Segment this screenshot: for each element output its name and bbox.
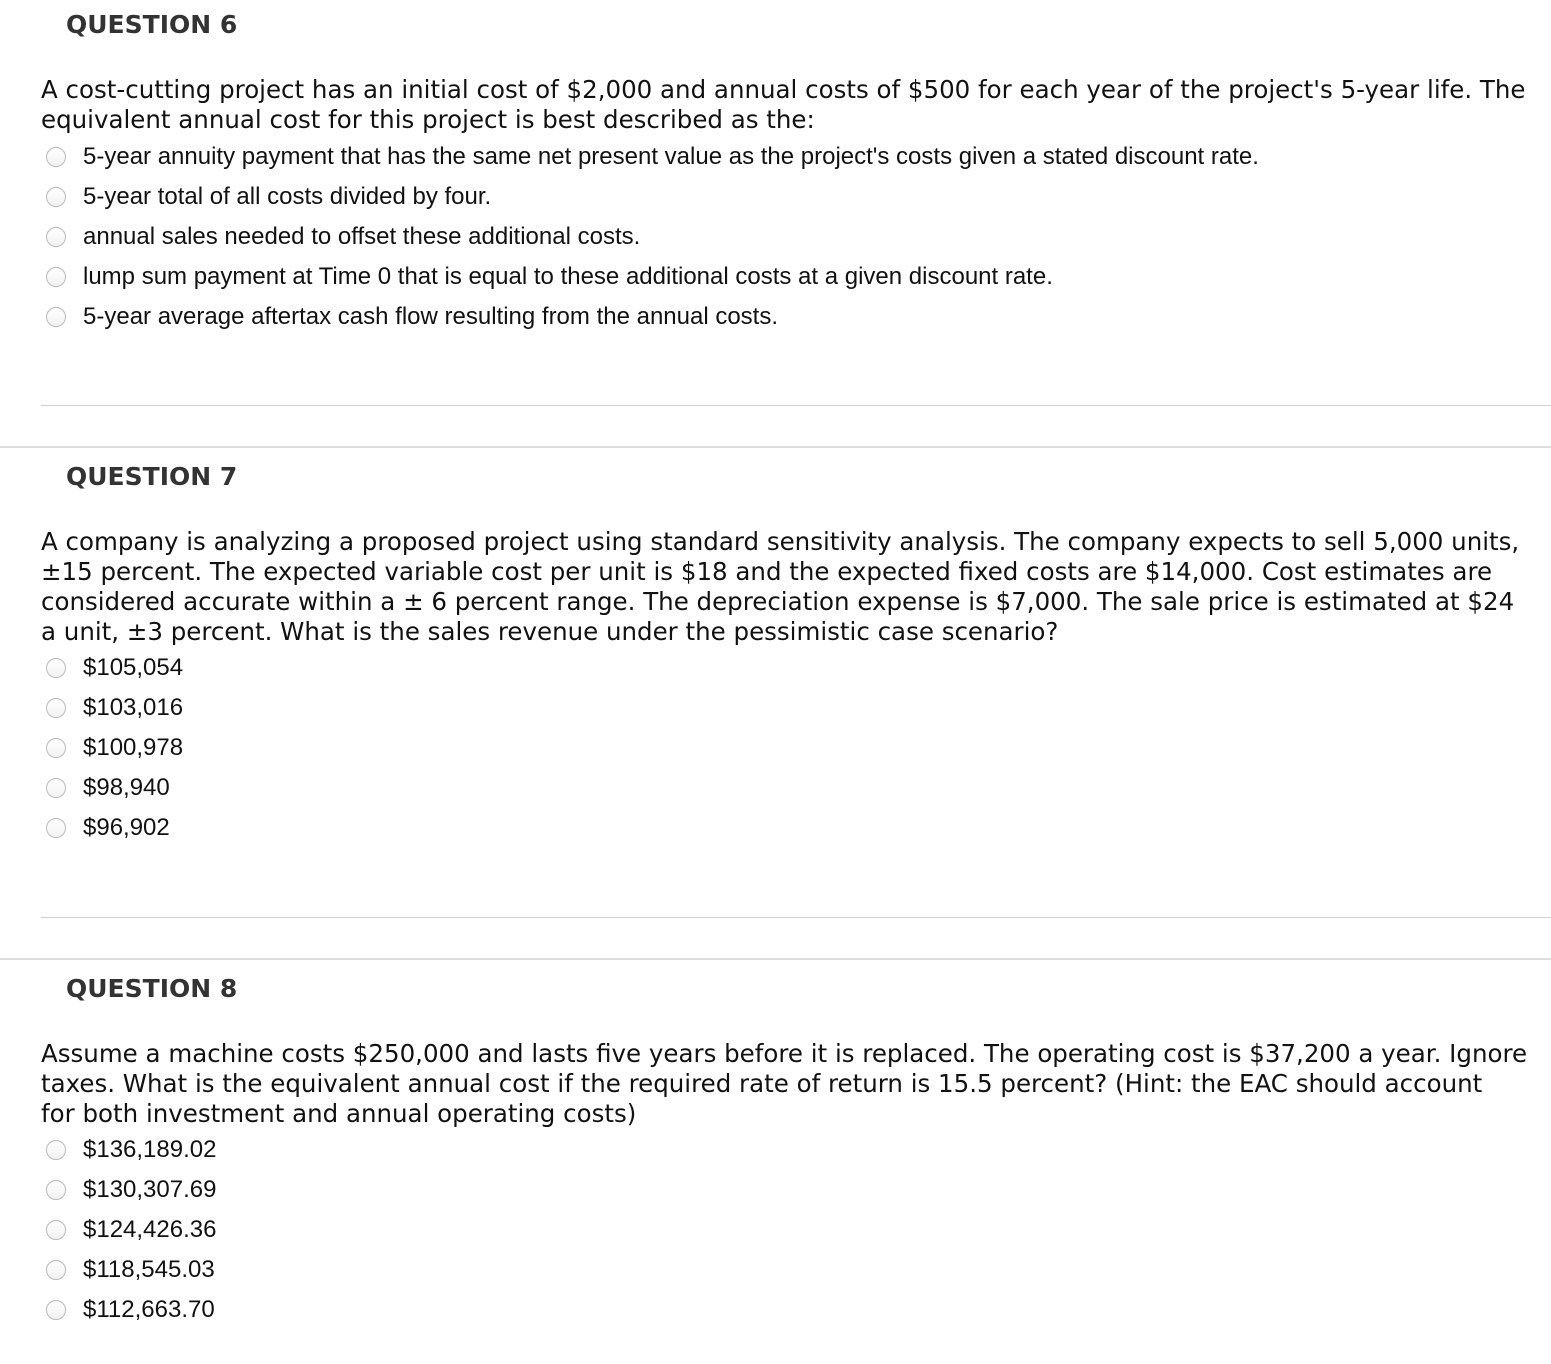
answer-label[interactable]: $136,189.02 [83,1136,217,1163]
question-text-line: for both investment and annual operating costs) [41,1099,637,1128]
radio-button[interactable] [46,227,66,247]
answer-option[interactable] [46,177,1259,217]
answer-option[interactable] [46,768,183,808]
radio-button[interactable] [46,658,66,678]
question-text-line: a unit, ±3 percent. What is the sales revenue under the pessimistic case scenario? [41,617,1059,646]
question-text-line: A cost-cutting project has an initial cost of $2,000 and annual costs of $500 for each year of the project's 5-year life. The [41,75,1526,104]
answer-label[interactable]: $98,940 [83,774,170,801]
question-text-line: equivalent annual cost for this project is best described as the: [41,105,815,134]
answer-option[interactable] [46,1130,216,1170]
radio-button[interactable] [46,1260,66,1280]
answer-label[interactable]: $103,016 [83,694,184,721]
answer-option[interactable] [46,1210,216,1250]
radio-button[interactable] [46,187,66,207]
answer-label[interactable]: lump sum payment at Time 0 that is equal to these additional costs at a given discount rate. [83,263,1053,290]
answer-label[interactable]: $112,663.70 [83,1296,215,1323]
answer-options [46,648,183,848]
radio-button[interactable] [46,1300,66,1320]
answer-label[interactable]: 5-year total of all costs divided by four. [83,183,492,210]
answer-option[interactable] [46,688,183,728]
answer-label[interactable]: $105,054 [83,654,184,681]
question-divider [41,917,1551,918]
question-heading: QUESTION 7 [66,462,238,491]
question-heading: QUESTION 6 [66,10,238,39]
radio-button[interactable] [46,698,66,718]
answer-label[interactable]: $130,307.69 [83,1176,217,1203]
question-text [41,527,1531,647]
answer-option[interactable] [46,1250,216,1290]
radio-button[interactable] [46,738,66,758]
radio-button[interactable] [46,1180,66,1200]
answer-label[interactable]: $118,545.03 [83,1256,215,1283]
question-text-line: considered accurate within a ± 6 percent range. The depreciation expense is $7,000. The sale price is estimated at $24 [41,587,1515,616]
answer-label[interactable]: $124,426.36 [83,1216,217,1243]
radio-button[interactable] [46,267,66,287]
answer-option[interactable] [46,808,183,848]
answer-options [46,1130,216,1330]
radio-button[interactable] [46,1140,66,1160]
answer-option[interactable] [46,257,1259,297]
answer-label[interactable]: annual sales needed to offset these additional costs. [83,223,641,250]
question-text-line: ±15 percent. The expected variable cost per unit is $18 and the expected fixed costs are $14,000. Cost estimates are [41,557,1493,586]
answer-options [46,137,1259,337]
answer-option[interactable] [46,217,1259,257]
answer-option[interactable] [46,137,1259,177]
radio-button[interactable] [46,147,66,167]
answer-option[interactable] [46,1170,216,1210]
radio-button[interactable] [46,307,66,327]
answer-label[interactable]: $100,978 [83,734,184,761]
answer-label[interactable]: 5-year average aftertax cash flow resulting from the annual costs. [83,303,779,330]
radio-button[interactable] [46,1220,66,1240]
radio-button[interactable] [46,778,66,798]
section-divider [0,446,1551,448]
question-text-line: A company is analyzing a proposed project using standard sensitivity analysis. The company expects to sell 5,000 units, [41,527,1520,556]
answer-option[interactable] [46,728,183,768]
question-text [41,75,1531,135]
question-text [41,1039,1531,1129]
question-text-line: taxes. What is the equivalent annual cost if the required rate of return is 15.5 percent? (Hint: the EAC should account [41,1069,1483,1098]
question-heading: QUESTION 8 [66,974,238,1003]
answer-option[interactable] [46,1290,216,1330]
answer-option[interactable] [46,297,1259,337]
question-divider [41,405,1551,406]
answer-option[interactable] [46,648,183,688]
answer-label[interactable]: $96,902 [83,814,170,841]
radio-button[interactable] [46,818,66,838]
answer-label[interactable]: 5-year annuity payment that has the same net present value as the project's costs given a stated discount rate. [83,143,1259,170]
section-divider [0,958,1551,960]
question-text-line: Assume a machine costs $250,000 and lasts five years before it is replaced. The operating cost is $37,200 a year. Ignore [41,1039,1528,1068]
